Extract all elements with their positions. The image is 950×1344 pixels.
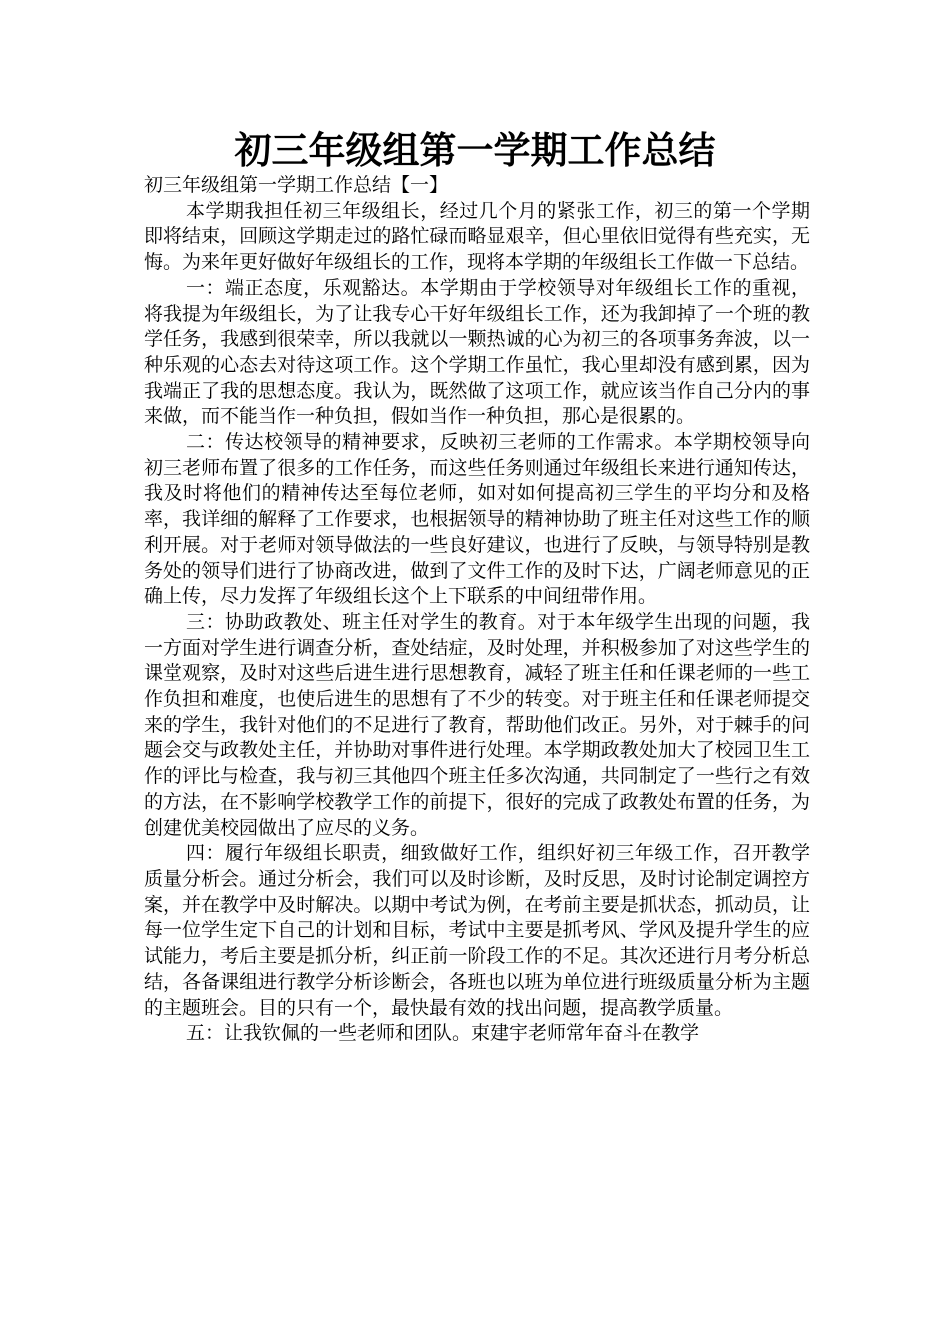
- paragraph-four: 四：履行年级组长职责，细致做好工作，组织好初三年级工作，召开教学质量分析会。通过分析会，我们可以及时诊断，及时反思，及时讨论制定调控方案，并在教学中及时解决。以期中考试为例，在考前主要是抓状态，抓动员，让每一位学生定下自己的计划和目标，考试中主要是抓考风、学风及提升学生的应试能力，考后主要是抓分析，纠正前一阶段工作的不足。其次还进行月考分析总结，各备课组进行教学分析诊断会，各班也以班为单位进行班级质量分析为主题的主题班会。目的只有一个，最快最有效的找出问题，提高教学质量。: [144, 842, 810, 1019]
- section-heading: 初三年级组第一学期工作总结【一】: [144, 174, 449, 196]
- paragraph-three: 三：协助政教处、班主任对学生的教育。对于本年级学生出现的问题，我一方面对学生进行调查分析，查处结症，及时处理，并积极参加了对这些学生的课堂观察，及时对这些后进生进行思想教育，减轻了班主任和任课老师的一些工作负担和难度，也使后进生的思想有了不少的转变。对于班主任和任课老师提交来的学生，我针对他们的不足进行了教育，帮助他们改正。另外，对于棘手的问题会交与政教处主任，并协助对事件进行处理。本学期政教处加大了校园卫生工作的评比与检查，我与初三其他四个班主任多次沟通，共同制定了一些行之有效的方法，在不影响学校教学工作的前提下，很好的完成了政教处布置的任务，为创建优美校园做出了应尽的义务。: [144, 610, 810, 839]
- document-body: [144, 173, 810, 1047]
- paragraph-intro: 本学期我担任初三年级组长，经过几个月的紧张工作，初三的第一个学期即将结束，回顾这学期走过的路忙碌而略显艰辛，但心里依旧觉得有些充实，无悔。为来年更好做好年级组长的工作，现将本学期的年级组长工作做一下总结。: [144, 199, 810, 274]
- paragraph-two: 二：传达校领导的精神要求，反映初三老师的工作需求。本学期校领导向初三老师布置了很多的工作任务，而这些任务则通过年级组长来进行通知传达，我及时将他们的精神传达至每位老师，如对如何提高初三学生的平均分和及格率，我详细的解释了工作要求，也根据领导的精神协助了班主任对这些工作的顺利开展。对于老师对领导做法的一些良好建议，也进行了反映，与领导特别是教务处的领导们进行了协商改进，做到了文件工作的及时下达，广阔老师意见的正确上传，尽力发挥了年级组长这个上下联系的中间纽带作用。: [144, 431, 810, 608]
- document-title: 初三年级组第一学期工作总结: [234, 129, 716, 172]
- paragraph-five: 五：让我钦佩的一些老师和团队。束建宇老师常年奋斗在教学: [186, 1022, 700, 1045]
- paragraph-one: 一：端正态度，乐观豁达。本学期由于学校领导对年级组长工作的重视，将我提为年级组长，为了让我专心干好年级组长工作，还为我卸掉了一个班的教学任务，我感到很荣幸，所以我就以一颗热诚的心为初三的各项事务奔波，以一种乐观的心态去对待这项工作。这个学期工作虽忙，我心里却没有感到累，因为我端正了我的思想态度。我认为，既然做了这项工作，就应该当作自己分内的事来做，而不能当作一种负担，假如当作一种负担，那心是很累的。: [144, 276, 810, 428]
